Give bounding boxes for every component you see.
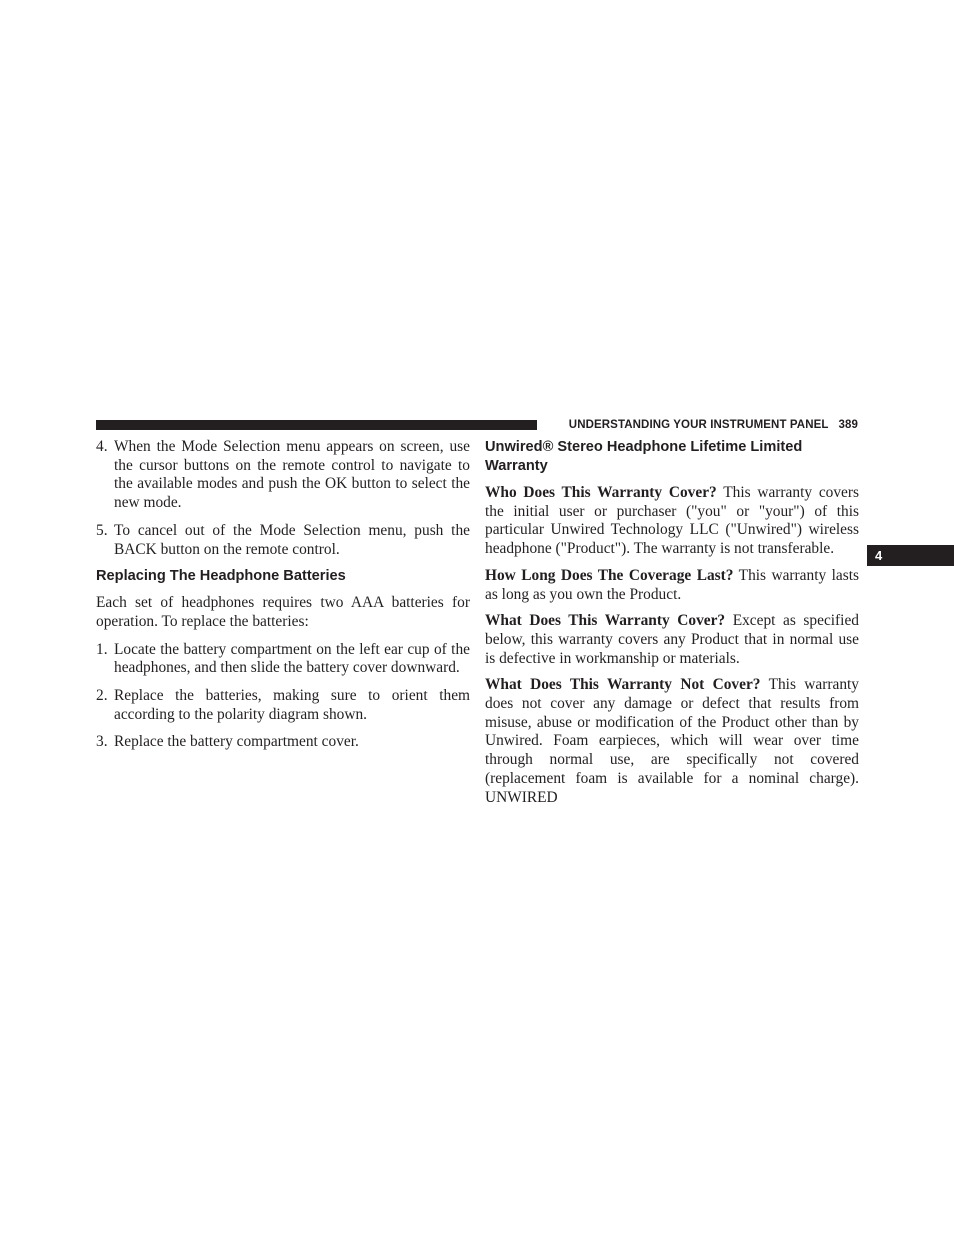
list-item: [96, 733, 470, 752]
intro-paragraph: Each set of headphones requires two AAA batteries for operation. To replace the batteries:: [96, 594, 470, 630]
running-header: [545, 418, 858, 432]
list-item-text: When the Mode Selection menu appears on screen, use the cursor buttons on the remote control to navigate to the available modes and push the OK button to select the new mode.: [114, 438, 470, 512]
chapter-tab-label: 4: [875, 548, 883, 563]
left-column: [96, 438, 470, 761]
list-item-text: To cancel out of the Mode Selection menu, push the BACK button on the remote control.: [114, 521, 470, 558]
chapter-tab: [867, 545, 954, 566]
header-rule-bar: [96, 420, 537, 430]
paragraph-text: This warranty covers the initial user or purchaser ("you" or "your") of this particular Unwired Technology LLC ("Unwired") wireless headphone ("Product"). The warranty is not transferable.: [485, 484, 859, 558]
warranty-paragraph: [485, 612, 859, 668]
section-title: UNDERSTANDING YOUR INSTRUMENT PANEL: [568, 419, 829, 431]
list-item-text: Replace the batteries, making sure to orient them according to the polarity diagram shown.: [114, 687, 470, 723]
paragraph-lead: What Does This Warranty Cover?: [485, 612, 726, 630]
list-item-number: 2.: [96, 687, 108, 705]
section-heading: Unwired® Stereo Headphone Lifetime Limited Warranty: [485, 439, 803, 474]
list-item-text: Replace the battery compartment cover.: [114, 733, 359, 751]
list-item: [96, 687, 470, 724]
warranty-paragraph: [485, 484, 859, 559]
list-item-text: Locate the battery compartment on the left ear cup of the headphones, and then slide the battery cover downward.: [114, 640, 470, 677]
paragraph-text: Except as specified below, this warranty covers any Product that in normal use is defective in workmanship or materials.: [485, 612, 859, 667]
paragraph-lead: Who Does This Warranty Cover?: [485, 484, 717, 501]
list-item-number: 3.: [96, 733, 108, 751]
list-item: [96, 522, 470, 559]
list-item-number: 4.: [96, 438, 108, 455]
list-item: [96, 438, 470, 513]
paragraph-text: This warranty does not cover any damage or defect that results from misuse, abuse or modification of the Product other than by Unwired. Foam earpieces, which will wear over time through normal use, are specifically not covered (replacement foam is available for a nominal charge). UNWIRED: [485, 676, 859, 806]
section-heading: Replacing The Headphone Batteries: [96, 568, 346, 585]
right-column: [485, 438, 859, 815]
list-item: [96, 641, 470, 678]
warranty-paragraph: [485, 676, 859, 807]
paragraph-lead: What Does This Warranty Not Cover?: [485, 676, 761, 694]
list-item-number: 5.: [96, 521, 108, 539]
page-number: 389: [838, 419, 858, 431]
warranty-paragraph: [485, 567, 859, 604]
paragraph-lead: How Long Does The Coverage Last?: [485, 566, 734, 584]
list-item-number: 1.: [96, 640, 108, 658]
paragraph-text: This warranty lasts as long as you own the Product.: [485, 566, 860, 603]
